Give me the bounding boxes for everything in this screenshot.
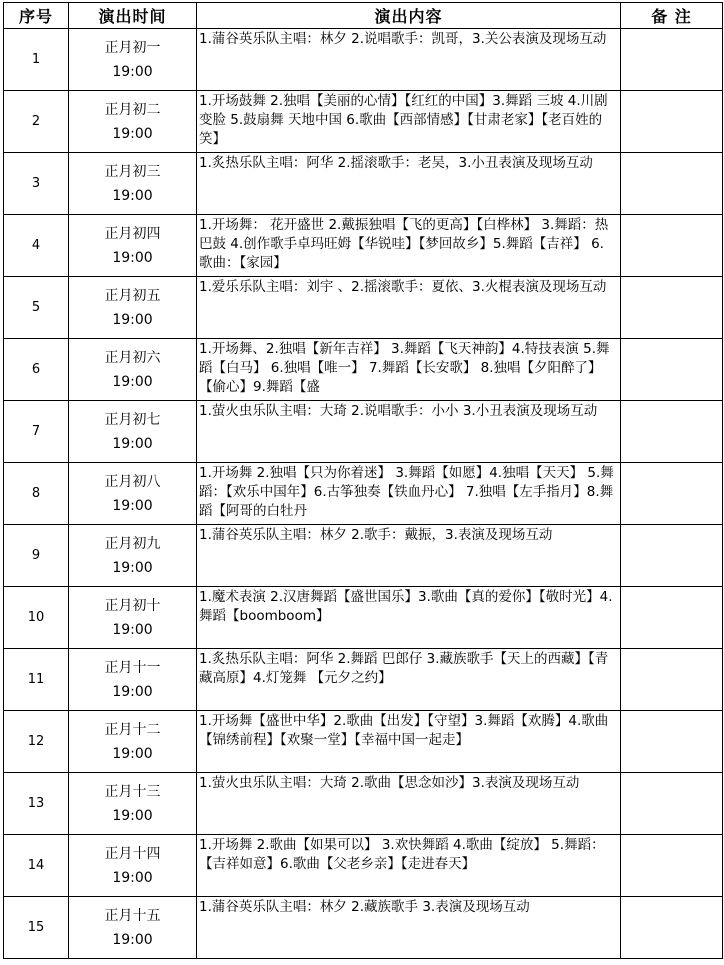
row-time [69,153,197,215]
table-row [4,525,723,587]
row-note [621,277,723,339]
row-seq: 14 [4,835,69,897]
row-content [197,401,621,463]
table-row [4,897,723,959]
row-content-text: 1.萤火虫乐队主唱：大琦 2.歌曲【思念如沙】3.表演及现场互动 [199,775,580,791]
row-seq: 8 [4,463,69,525]
header-time: 演出时间 [69,3,197,29]
row-clock: 19:00 [112,187,153,204]
row-date: 正月初八 [104,473,161,490]
row-note [621,649,723,711]
row-time [69,401,197,463]
row-clock: 19:00 [112,373,153,390]
table-row [4,153,723,215]
row-date: 正月初七 [104,411,161,428]
row-content-text: 1.开场舞、2.独唱【新年吉祥】 3.舞蹈【飞天神韵】4.特技表演 5.舞蹈【白马】 6.独唱【唯一】 7.舞蹈【长安歌】 8.独唱【夕阳醉了】【偷心】9.舞蹈【盛 [199,341,610,395]
table-row [4,835,723,897]
row-seq: 13 [4,773,69,835]
row-note [621,153,723,215]
row-seq: 3 [4,153,69,215]
row-date: 正月初二 [104,101,161,118]
row-clock: 19:00 [112,435,153,452]
row-time [69,711,197,773]
row-content [197,277,621,339]
row-clock: 19:00 [112,63,153,80]
row-content-text: 1.开场舞 2.歌曲【如果可以】 3.欢快舞蹈 4.歌曲【绽放】 5.舞蹈：【吉祥如意】6.歌曲【父老乡亲】【走进春天】 [199,837,605,872]
row-content [197,91,621,153]
row-clock: 19:00 [112,249,153,266]
row-content [197,339,621,401]
row-note [621,587,723,649]
row-time [69,897,197,959]
table-row [4,277,723,339]
row-content-text: 1.开场舞： 花开盛世 2.戴振独唱【飞的更高】【白桦林】 3.舞蹈：热巴鼓 4.创作歌手卓玛旺姆【华锐哇】【梦回故乡】5.舞蹈【吉祥】 6.歌曲：【家园】 [199,217,609,271]
header-seq: 序号 [4,3,69,29]
row-clock: 19:00 [112,621,153,638]
row-seq: 4 [4,215,69,277]
row-content [197,587,621,649]
schedule-body [4,29,723,959]
row-time [69,835,197,897]
row-content-text: 1.萤火虫乐队主唱：大琦 2.说唱歌手：小小 3.小丑表演及现场互动 [199,403,598,419]
table-row [4,711,723,773]
row-content [197,525,621,587]
row-date: 正月初四 [104,225,161,242]
row-clock: 19:00 [112,559,153,576]
row-seq: 6 [4,339,69,401]
row-content-text: 1.炙热乐队主唱：阿华 2.舞蹈 巴郎仔 3.藏族歌手【天上的西藏】【青藏高原】4.灯笼舞 【元夕之约】 [199,651,609,686]
table-row [4,649,723,711]
row-date: 正月初九 [104,535,161,552]
row-time [69,587,197,649]
row-seq: 9 [4,525,69,587]
performance-schedule-table [3,2,723,959]
table-row [4,773,723,835]
row-time [69,29,197,91]
row-note [621,401,723,463]
row-clock: 19:00 [112,869,153,886]
row-clock: 19:00 [112,311,153,328]
row-content-text: 1.蒲谷英乐队主唱：林夕 2.歌手：戴振，3.表演及现场互动 [199,527,553,543]
row-date: 正月初六 [104,349,161,366]
row-content [197,463,621,525]
row-content [197,897,621,959]
header-row [4,3,723,29]
row-date: 正月初十 [104,597,161,614]
row-date: 正月十二 [104,721,161,738]
row-content-text: 1.蒲谷英乐队主唱：林夕 2.说唱歌手：凯哥，3.关公表演及现场互动 [199,31,607,47]
row-date: 正月十五 [104,907,161,924]
row-content-text: 1.魔术表演 2.汉唐舞蹈【盛世国乐】3.歌曲【真的爱你】【敬时光】4.舞蹈【boomboom】 [199,589,613,624]
row-content-text: 1.开场舞【盛世中华】2.歌曲【出发】【守望】3.舞蹈【欢腾】4.歌曲【锦绣前程】【欢聚一堂】【幸福中国一起走】 [199,713,609,748]
row-content-text: 1.开场鼓舞 2.独唱【美丽的心情】【红红的中国】3.舞蹈 三坡 4.川剧变脸 5.鼓扇舞 天地中国 6.歌曲【西部情感】【甘肃老家】【老百姓的笑】 [199,93,608,147]
row-content-text: 1.炙热乐队主唱：阿华 2.摇滚歌手：老吴，3.小丑表演及现场互动 [199,155,593,171]
row-date: 正月初一 [104,39,161,56]
row-note [621,29,723,91]
row-date: 正月初三 [104,163,161,180]
row-note [621,463,723,525]
row-seq: 1 [4,29,69,91]
row-seq: 2 [4,91,69,153]
table-row [4,587,723,649]
row-seq: 5 [4,277,69,339]
row-content [197,835,621,897]
table-row [4,463,723,525]
row-seq: 15 [4,897,69,959]
table-row [4,91,723,153]
row-note [621,711,723,773]
row-seq: 11 [4,649,69,711]
row-clock: 19:00 [112,125,153,142]
row-note [621,215,723,277]
row-content-text: 1.蒲谷英乐队主唱：林夕 2.藏族歌手 3.表演及现场互动 [199,899,530,915]
row-clock: 19:00 [112,807,153,824]
row-date: 正月十一 [104,659,161,676]
row-date: 正月十三 [104,783,161,800]
row-time [69,215,197,277]
row-seq: 12 [4,711,69,773]
row-content [197,773,621,835]
table-row [4,29,723,91]
table-row [4,401,723,463]
row-content [197,711,621,773]
row-content-text: 1.爱乐乐队主唱：刘宇 、2.摇滚歌手：夏依、3.火棍表演及现场互动 [199,279,607,295]
row-time [69,649,197,711]
header-note: 备 注 [621,3,723,29]
row-date: 正月十四 [104,845,161,862]
row-time [69,525,197,587]
row-content [197,649,621,711]
table-row [4,339,723,401]
row-date: 正月初五 [104,287,161,304]
row-note [621,897,723,959]
row-clock: 19:00 [112,931,153,948]
row-clock: 19:00 [112,745,153,762]
row-time [69,339,197,401]
row-content-text: 1.开场舞 2.独唱【只为你着迷】 3.舞蹈【如愿】4.独唱【天天】 5.舞蹈：【欢乐中国年】6.古筝独奏【铁血丹心】 7.独唱【左手指月】8.舞蹈【阿哥的白牡丹 [199,465,614,519]
row-time [69,463,197,525]
row-seq: 10 [4,587,69,649]
row-content [197,153,621,215]
row-time [69,773,197,835]
row-time [69,91,197,153]
header-content: 演出内容 [197,3,621,29]
row-clock: 19:00 [112,683,153,700]
row-time [69,277,197,339]
row-note [621,91,723,153]
row-note [621,835,723,897]
row-seq: 7 [4,401,69,463]
table-row [4,215,723,277]
row-note [621,525,723,587]
row-note [621,339,723,401]
row-content [197,29,621,91]
row-clock: 19:00 [112,497,153,514]
row-content [197,215,621,277]
row-note [621,773,723,835]
